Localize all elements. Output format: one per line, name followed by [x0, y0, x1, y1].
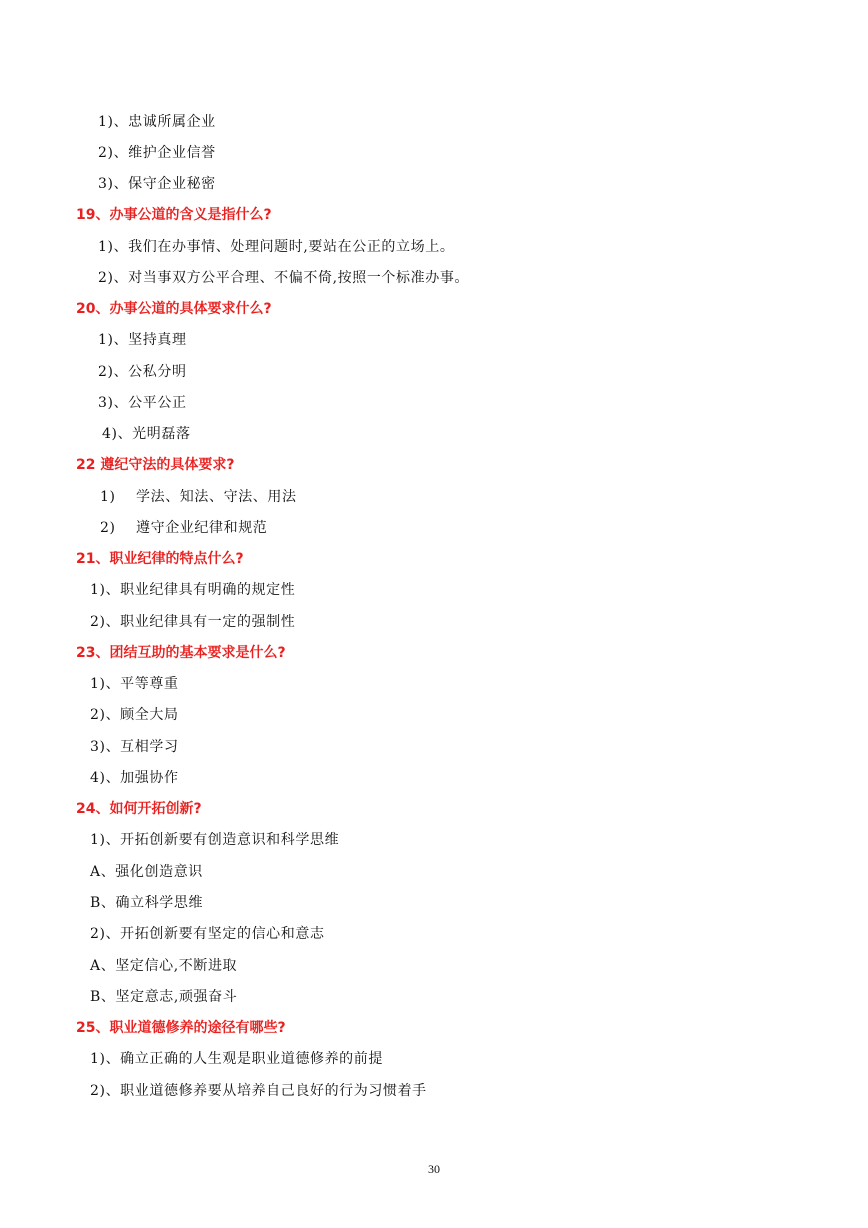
answer-item: [100, 518, 267, 538]
answer-item: 1)、我们在办事情、处理问题时,要站在公正的立场上。: [98, 239, 455, 255]
question-heading: 25、职业道德修养的途径有哪些?: [76, 1020, 286, 1036]
answer-item: 1)、坚持真理: [98, 332, 187, 348]
item-text: 学法、知法、守法、用法: [136, 489, 297, 505]
item-number: 2): [100, 520, 116, 536]
item-number: 1): [100, 489, 116, 505]
answer-item: A、坚定信心,不断进取: [90, 958, 238, 974]
answer-item: 2)、维护企业信誉: [98, 145, 216, 161]
answer-item: 2)、职业道德修养要从培养自己良好的行为习惯着手: [90, 1083, 427, 1099]
answer-item: B、确立科学思维: [90, 895, 204, 911]
question-heading: 24、如何开拓创新?: [76, 801, 202, 817]
answer-item: 1)、忠诚所属企业: [98, 114, 216, 130]
answer-item: 2)、对当事双方公平合理、不偏不倚,按照一个标准办事。: [98, 270, 470, 286]
question-heading: 21、职业纪律的特点什么?: [76, 551, 244, 567]
answer-item: 1)、职业纪律具有明确的规定性: [90, 582, 296, 598]
answer-item: 2)、公私分明: [98, 364, 187, 380]
question-heading: 22 遵纪守法的具体要求?: [76, 457, 235, 473]
answer-item: 1)、平等尊重: [90, 676, 179, 692]
question-heading: 20、办事公道的具体要求什么?: [76, 301, 272, 317]
answer-item: 3)、互相学习: [90, 739, 179, 755]
answer-item: B、坚定意志,顽强奋斗: [90, 989, 238, 1005]
answer-item: 1)、开拓创新要有创造意识和科学思维: [90, 832, 340, 848]
question-heading: 23、团结互助的基本要求是什么?: [76, 645, 286, 661]
answer-item: 2)、职业纪律具有一定的强制性: [90, 614, 296, 630]
answer-item: 1)、确立正确的人生观是职业道德修养的前提: [90, 1051, 383, 1067]
question-heading: 19、办事公道的含义是指什么?: [76, 207, 272, 223]
item-text: 遵守企业纪律和规范: [136, 520, 268, 536]
answer-item: 4)、光明磊落: [102, 426, 191, 442]
answer-item: 3)、公平公正: [98, 395, 187, 411]
answer-item: A、强化创造意识: [90, 864, 203, 880]
answer-item: 4)、加强协作: [90, 770, 179, 786]
answer-item: 3)、保守企业秘密: [98, 176, 216, 192]
answer-item: 2)、顾全大局: [90, 707, 179, 723]
page-number: 30: [428, 1162, 440, 1176]
answer-item: [100, 487, 297, 507]
answer-item: 2)、开拓创新要有坚定的信心和意志: [90, 926, 325, 942]
